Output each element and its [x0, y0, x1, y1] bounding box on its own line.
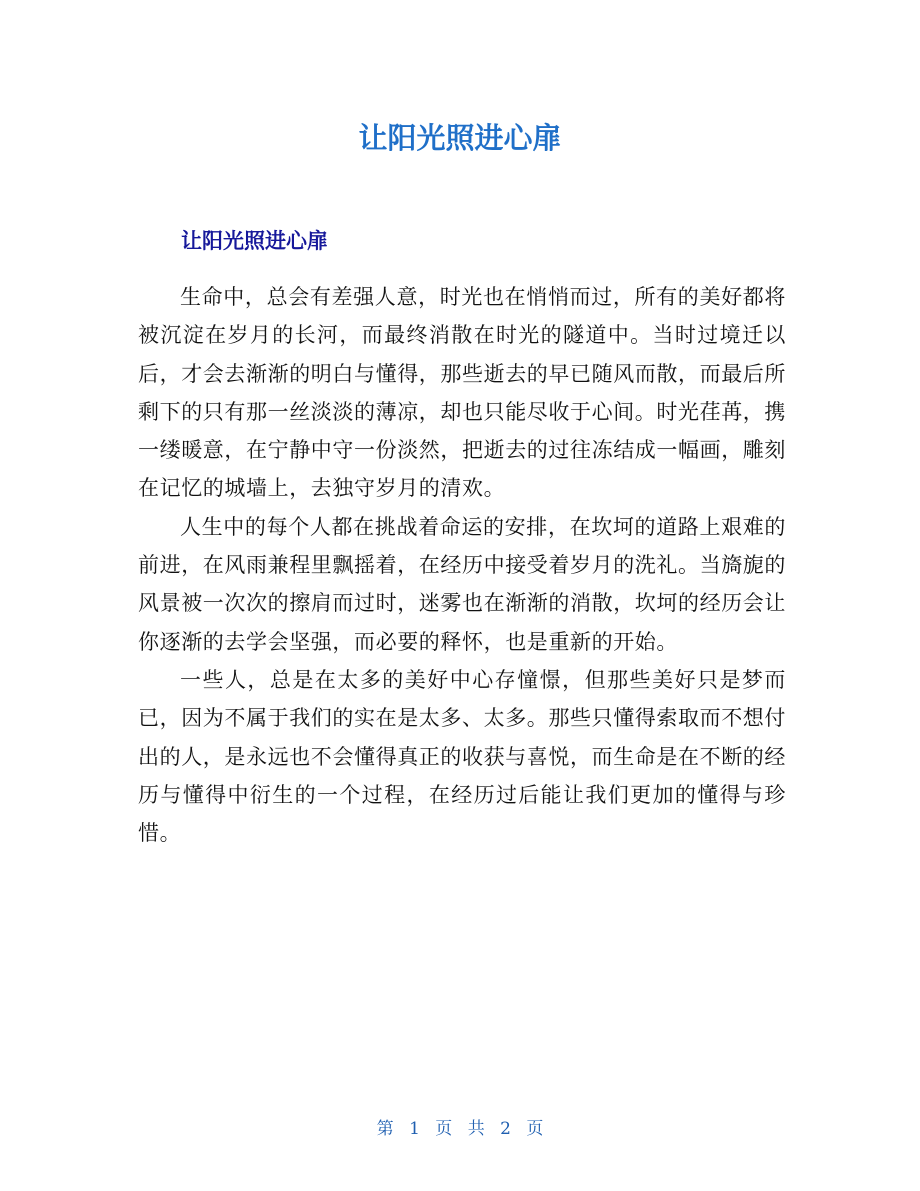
footer-page-word: 页: [435, 1119, 453, 1139]
paragraph-3: 一些人，总是在太多的美好中心存憧憬，但那些美好只是梦而已，因为不属于我们的实在是太多、太多。那些只懂得索取而不想付出的人，是永远也不会懂得真正的收获与喜悦，而生命是在不断的经历与懂得中衍生的一个过程，在经历过后能让我们更加的懂得与珍惜。: [138, 667, 786, 846]
document-title: 让阳光照进心扉: [358, 121, 562, 155]
paragraph-2: 人生中的每个人都在挑战着命运的安排，在坎坷的道路上艰难的前进，在风雨兼程里飘摇着，在经历中接受着岁月的洗礼。当旖旎的风景被一次次的擦肩而过时，迷雾也在渐渐的消散，坎坷的经历会让你逐渐的去学会坚强，而必要的释怀，也是重新的开始。: [138, 514, 786, 654]
footer-prefix: 第: [376, 1119, 394, 1139]
footer-suffix: 页: [526, 1119, 544, 1139]
body-text: [138, 278, 786, 852]
page-footer: [0, 1114, 920, 1139]
footer-current-page: 1: [409, 1119, 420, 1139]
section-heading: 让阳光照进心扉: [181, 229, 328, 253]
footer-total-prefix: 共: [467, 1119, 485, 1139]
paragraph-1: 生命中，总会有差强人意，时光也在悄悄而过，所有的美好都将被沉淀在岁月的长河，而最终消散在时光的隧道中。当时过境迁以后，才会去渐渐的明白与懂得，那些逝去的早已随风而散，而最后所剩下的只有那一丝淡淡的薄凉，却也只能尽收于心间。时光荏苒，携一缕暖意，在宁静中守一份淡然，把逝去的过往冻结成一幅画，雕刻在记忆的城墙上，去独守岁月的清欢。: [138, 285, 786, 501]
footer-total-pages: 2: [500, 1119, 511, 1139]
